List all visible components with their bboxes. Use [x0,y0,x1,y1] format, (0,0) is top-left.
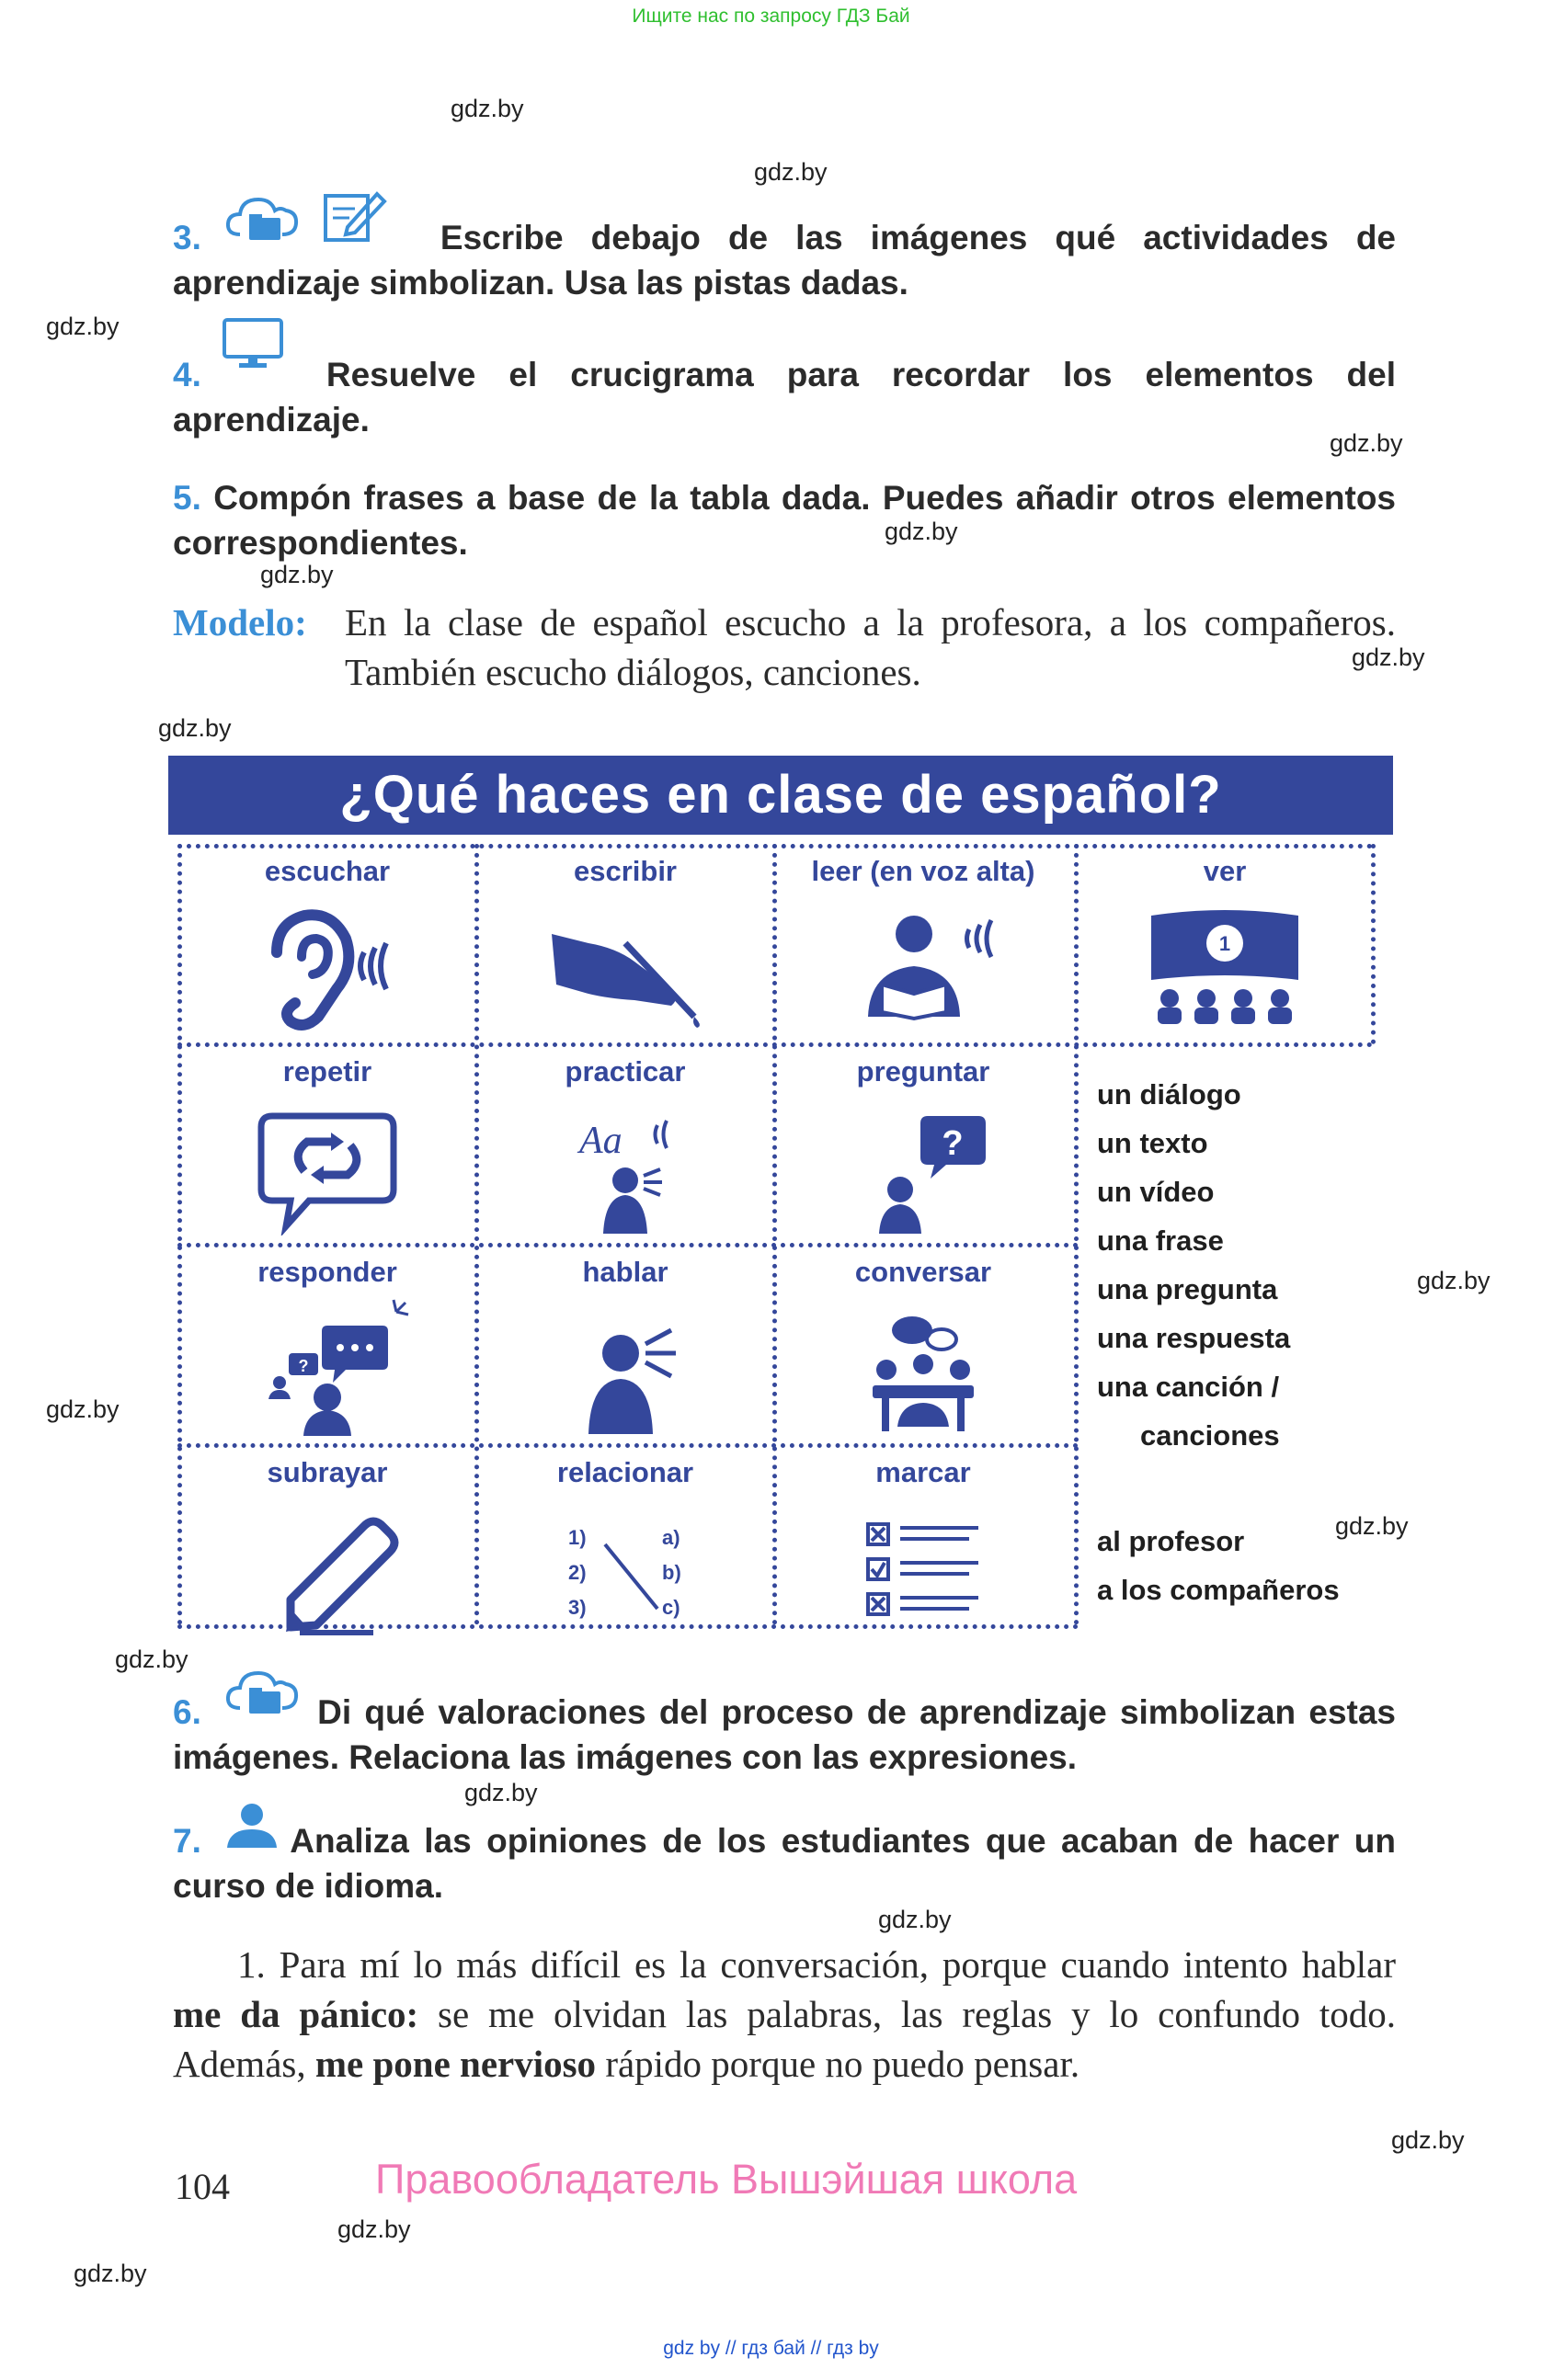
conversation-table-icon [831,1298,1015,1436]
modelo-label: Modelo: [173,601,307,643]
watermark: gdz.by [1352,643,1425,671]
top-banner[interactable]: Ищите нас по запросу ГДЗ Бай [632,6,910,27]
watermark: gdz.by [754,158,828,186]
cell-label: conversar [854,1256,992,1288]
cell-escuchar [179,846,475,1046]
watermark: gdz.by [46,1395,120,1423]
watermark: gdz.by [464,1779,538,1806]
cell-repetir [179,1046,475,1247]
cell-label: ver [1203,855,1247,887]
cell-label: leer (en voz alta) [811,855,1035,887]
practice-speaking-icon [533,1098,717,1236]
watermark: gdz.by [451,95,524,122]
cell-subrayar [179,1447,475,1647]
watermark: gdz.by [158,714,232,742]
task-text: Escribe debajo de las imágenes qué actividades de aprendizaje simbolizan. Usa las pistas dadas. [173,219,1397,302]
watermark: gdz.by [1330,429,1403,457]
speaking-person-icon [533,1298,717,1436]
vocab-item: a los compañeros [1097,1574,1340,1606]
vocab-item: canciones [1140,1419,1280,1452]
footer-links[interactable]: gdz by // гдз бай // гдз by [663,2338,879,2359]
vocab-item: una respuesta [1097,1322,1291,1354]
vocab-item: un vídeo [1097,1176,1215,1208]
cell-preguntar [775,1046,1071,1247]
watermark: gdz.by [74,2260,147,2287]
watermark: gdz.by [1391,2126,1465,2154]
cell-marcar [775,1447,1071,1647]
cell-label: hablar [582,1256,668,1288]
match-left-3: 3) [568,1596,587,1619]
cell-label: escribir [573,855,677,887]
watermark: gdz.by [1335,1512,1409,1540]
repeat-bubble-icon [235,1098,419,1236]
task-4 [173,352,1396,442]
paragraph-text: rápido porque no puedo pensar. [596,2043,1080,2085]
activities-poster [168,756,1393,1631]
cell-ver [1077,846,1373,1046]
screen-number: 1 [1218,932,1231,955]
vocab-item: un diálogo [1097,1078,1241,1110]
match-right-b: b) [662,1561,681,1584]
copyright-owner: Правообладатель Вышэйшая школа [375,2156,1078,2203]
svg-text:Aa: Aa [579,1120,623,1162]
task-text: Resuelve el crucigrama para recordar los elementos del aprendizaje. [173,356,1396,438]
cell-label: escuchar [264,855,391,887]
checklist-icon [831,1498,1015,1636]
watermark: gdz.by [337,2215,411,2243]
cell-conversar [775,1247,1071,1447]
svg-text:?: ? [298,1357,309,1375]
task-text: Analiza las opiniones de los estudiantes que acaban de hacer un curso de idioma. [173,1822,1396,1905]
cell-practicar [477,1046,773,1247]
cell-label: marcar [875,1456,971,1488]
reading-person-icon [831,897,1015,1035]
vocab-item: una canción / [1097,1371,1280,1403]
match-left-1: 1) [568,1526,587,1549]
task-text: Compón frases a base de la tabla dada. Puedes añadir otros elementos correspondientes. [173,479,1396,562]
watermark: gdz.by [878,1906,952,1933]
ear-icon [235,897,419,1035]
cell-leer [775,846,1071,1046]
task-number: 3. [173,219,201,256]
match-left-2: 2) [568,1561,587,1584]
vocab-item: al profesor [1097,1525,1245,1557]
cell-label: preguntar [856,1055,990,1088]
paragraph-bold: me pone nervioso [314,2043,597,2085]
task-3 [173,215,1396,305]
matching-lines-icon [533,1498,717,1636]
cell-relacionar [477,1447,773,1647]
vocab-list-2 [1097,1517,1340,1614]
task-text: Di qué valoraciones del proceso de aprendizaje simbolizan estas imágenes. Relaciona las imágenes con las expresiones. [173,1693,1397,1776]
paragraph-text: Para mí lo más difícil es la conversación, porque cuando intento hablar [279,1943,1397,1986]
match-right-a: a) [662,1526,680,1549]
writing-hand-icon [533,897,717,1035]
watermark: gdz.by [46,313,120,340]
svg-text:?: ? [942,1124,964,1163]
watermark: gdz.by [260,561,334,588]
cell-hablar [477,1247,773,1447]
task-number: 4. [173,356,201,393]
answer-chat-icon [235,1298,419,1436]
page-number: 104 [175,2166,230,2207]
paragraph-text: se me olvidan las palabras, las reglas y lo confundo todo. Además, [173,1993,1396,2085]
opinion-paragraph [173,1940,1396,2089]
task-number: 7. [173,1822,201,1860]
modelo-text: En la clase de español escucho a la profesora, a los compañeros. También escucho diálogos, canciones. [345,601,1396,693]
vocab-item: un texto [1097,1127,1208,1159]
poster-title: ¿Qué haces en clase de español? [168,756,1393,835]
watermark: gdz.by [1417,1267,1491,1294]
cell-label: subrayar [267,1456,388,1488]
match-right-c: c) [662,1596,680,1619]
watermark: gdz.by [885,518,958,545]
task-number: 5. [173,479,201,517]
cell-label: relacionar [556,1456,694,1488]
task-7 [173,1818,1396,1908]
paragraph-number: 1. [237,1943,266,1986]
task-number: 6. [173,1693,201,1731]
question-person-icon [831,1098,1015,1236]
highlighter-icon [235,1498,419,1636]
paragraph-bold: me da pánico: [173,1993,419,2035]
cell-label: responder [257,1256,397,1288]
cell-label: repetir [282,1055,372,1088]
cell-label: practicar [565,1055,686,1088]
vocab-list [1097,1070,1290,1460]
task-6 [173,1690,1396,1780]
cell-escribir [477,846,773,1046]
watermark: gdz.by [115,1646,188,1673]
vocab-item: una pregunta [1097,1273,1278,1305]
task-5 [173,475,1396,565]
cinema-screen-icon [1133,897,1317,1035]
vocab-item: una frase [1097,1224,1224,1257]
cell-responder [179,1247,475,1447]
